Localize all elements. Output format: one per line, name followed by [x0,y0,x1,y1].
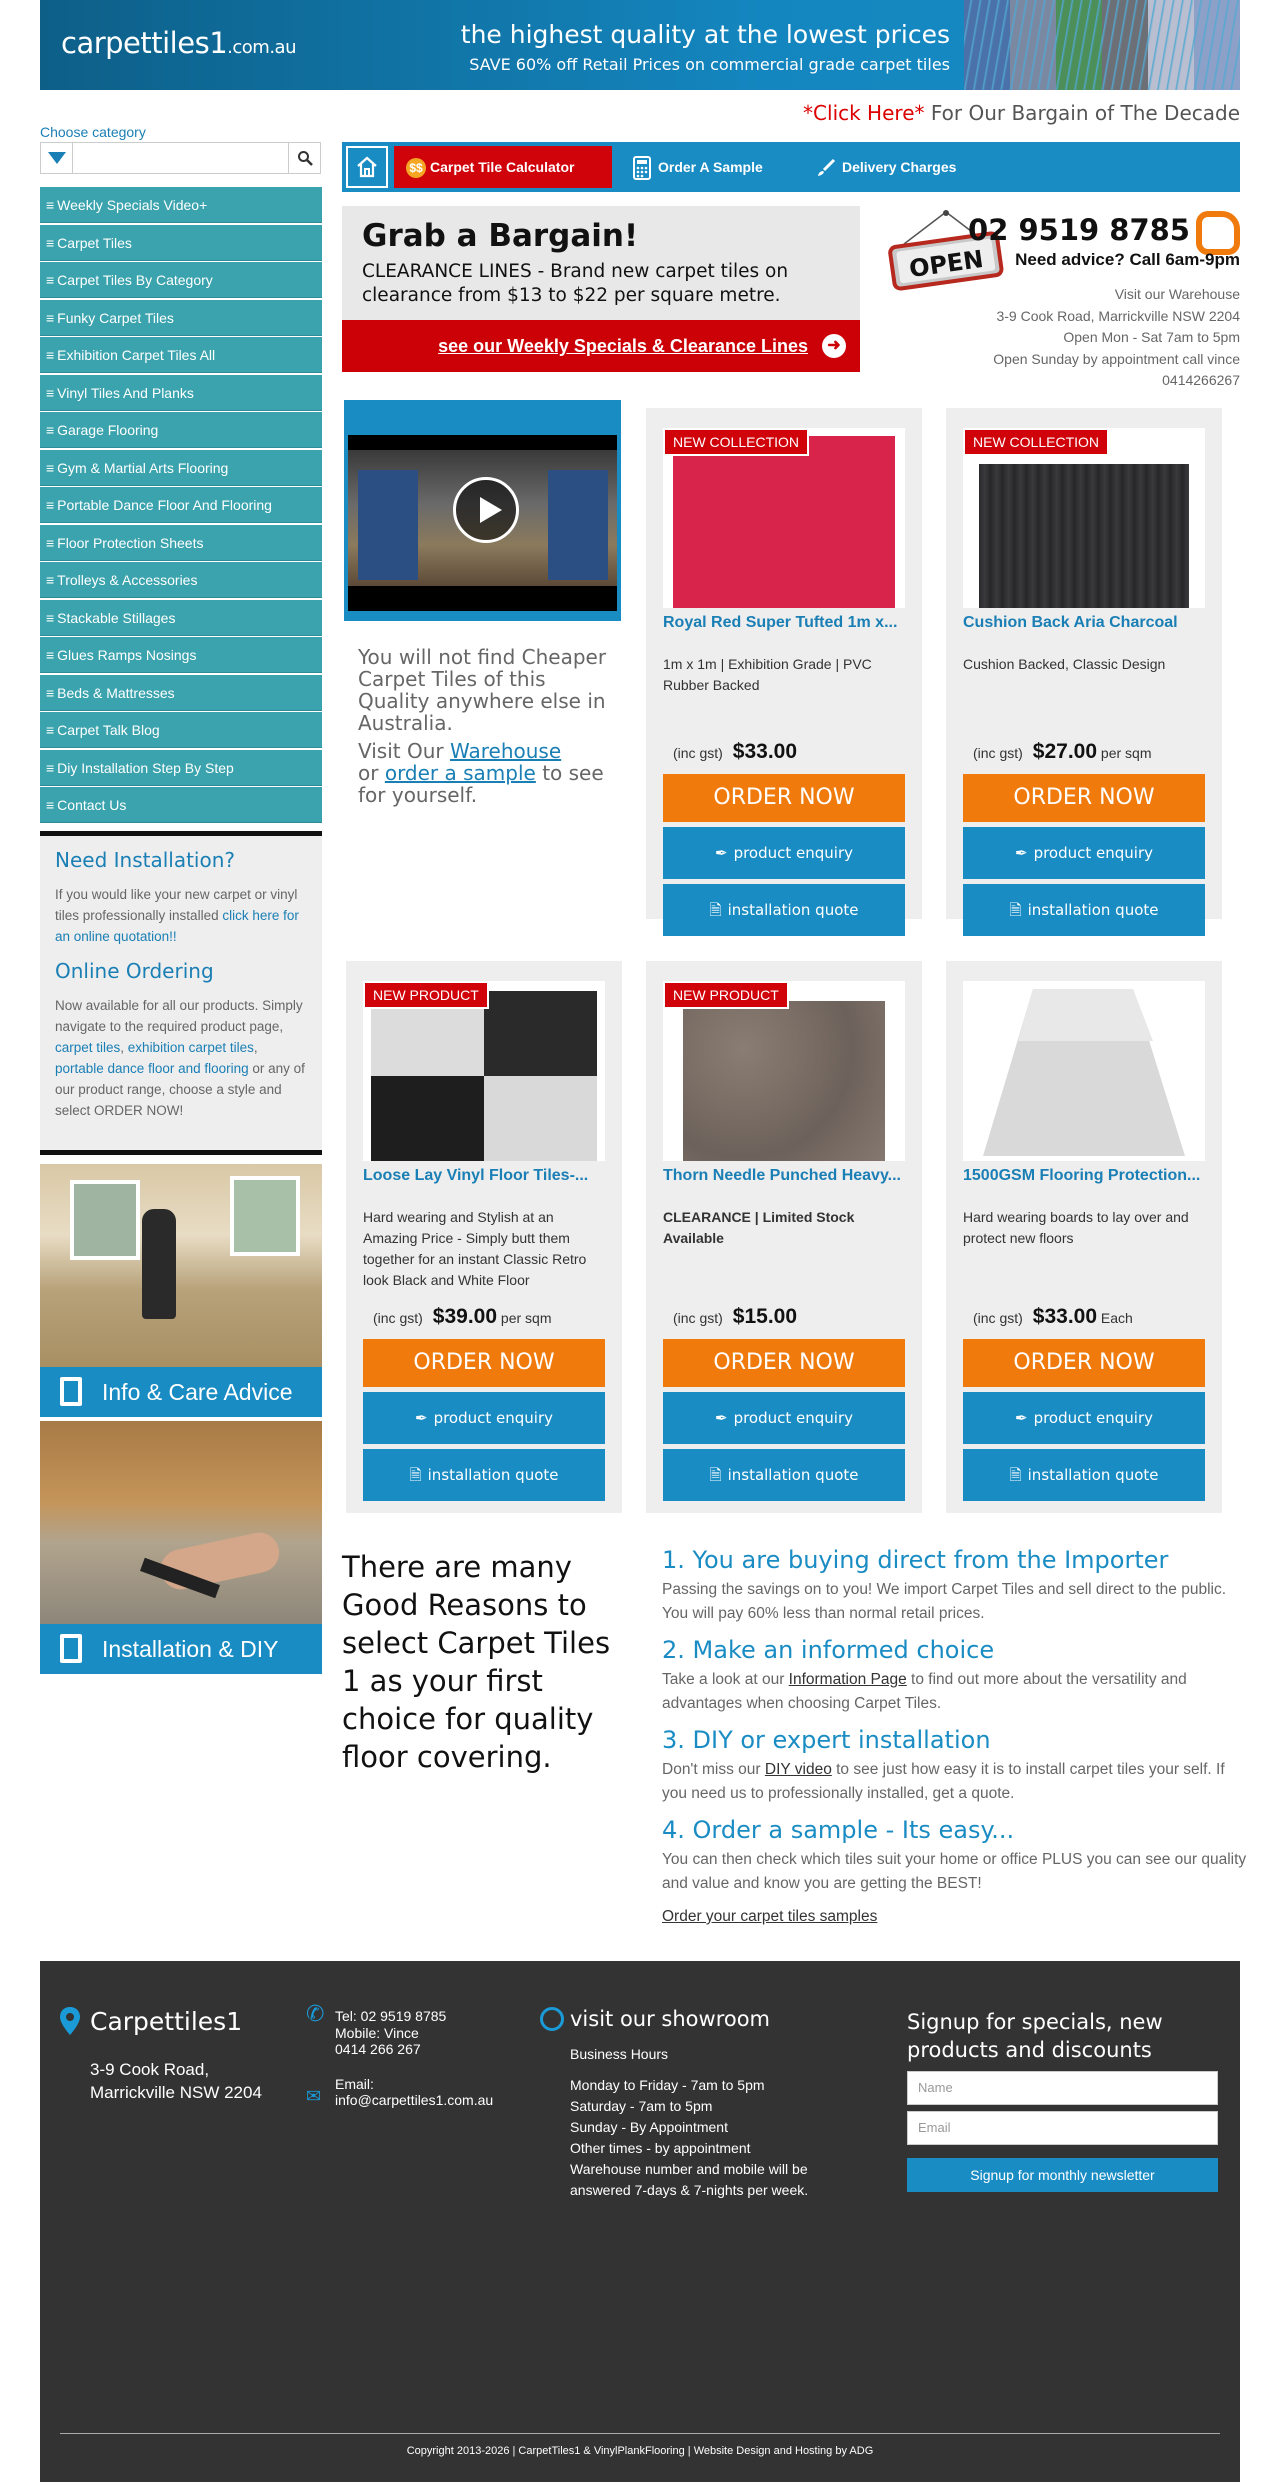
product-card [946,408,1222,919]
product-title[interactable]: Thorn Needle Punched Heavy... [663,1167,901,1184]
carpet-tiles-link[interactable]: carpet tiles [55,1040,121,1055]
product-enquiry-button[interactable]: ✒ product enquiry [663,1392,905,1444]
order-now-button[interactable]: ORDER NOW [963,1339,1205,1387]
document-icon: 🗎 [709,901,722,919]
menu-item[interactable]: ≡ Trolleys & Accessories [40,562,322,598]
installation-quote-button[interactable]: 🗎 installation quote [963,1449,1205,1501]
category-select[interactable] [40,142,321,174]
reason-title: 3. DIY or expert installation [662,1726,991,1754]
menu-item[interactable]: ≡ Carpet Tiles By Category [40,262,322,298]
choose-category-label: Choose category [40,124,146,140]
reasons-list [662,1546,1247,1926]
new-product-badge: NEW PRODUCT [663,981,789,1009]
phone-number[interactable]: 02 9519 8785 [968,213,1240,247]
dance-floor-link[interactable]: portable dance floor and flooring [55,1061,249,1076]
information-page-link[interactable]: Information Page [788,1671,907,1688]
brush-icon: ✒ [714,844,728,862]
play-icon[interactable] [453,477,519,543]
product-image[interactable] [363,981,605,1161]
menu-item[interactable]: ≡ Carpet Tiles [40,225,322,261]
menu-item[interactable]: ≡ Vinyl Tiles And Planks [40,375,322,411]
reason-title: 4. Order a sample - Its easy... [662,1816,1015,1844]
menu-item[interactable]: ≡ Funky Carpet Tiles [40,300,322,336]
subtagline: SAVE 60% off Retail Prices on commercial grade carpet tiles [469,55,950,74]
installation-heading: Need Installation? [55,848,236,872]
footer-tel[interactable]: Tel: 02 9519 8785 [335,2008,447,2024]
product-title[interactable]: Royal Red Super Tufted 1m x... [663,614,898,631]
menu-item[interactable]: ≡ Glues Ramps Nosings [40,637,322,673]
product-price: (inc gst) $27.00 per sqm [973,740,1152,763]
delivery-charges-button[interactable]: Delivery Charges [804,146,956,188]
document-icon: 🗎 [1009,901,1022,919]
vacuum-photo [40,1164,322,1367]
showroom-heading: visit our showroom [570,2007,771,2031]
coin-icon: $$ [406,158,426,178]
product-title[interactable]: 1500GSM Flooring Protection... [963,1167,1201,1184]
chevron-down-icon[interactable] [41,143,73,173]
weekly-specials-video[interactable] [344,400,621,621]
order-samples-link[interactable]: Order your carpet tiles samples [662,1908,878,1925]
installation-quote-link[interactable]: click here for an online quotation!! [55,908,299,944]
document-icon [60,1634,82,1663]
footer-address: 3-9 Cook Road, Marrickville NSW 2204 [90,2060,262,2102]
phone-icon [1196,211,1240,255]
installation-info-box [40,831,322,1155]
carpet-swatches-image [964,0,1240,90]
footer [40,1961,1240,2482]
product-card [646,408,922,919]
installation-quote-button[interactable]: 🗎 installation quote [663,884,905,936]
warehouse-link[interactable]: Warehouse [449,739,562,763]
product-title[interactable]: Cushion Back Aria Charcoal [963,614,1178,631]
online-ordering-text: Now available for all our products. Simply navigate to the required product page, carpet tiles, exhibition carpet tiles, portable dance floor and flooring or any of our product range, choose a style and select ORDER NOW! [55,998,305,1118]
weekly-specials-button[interactable]: see our Weekly Specials & Clearance Lines ➜ [342,320,860,372]
calculator-icon [632,156,652,180]
menu-item[interactable]: ≡ Contact Us [40,787,322,823]
top-navigation [342,142,1240,192]
category-menu [40,187,322,825]
product-enquiry-button[interactable]: ✒ product enquiry [663,827,905,879]
location-pin-icon [60,2007,80,2035]
product-description: 1m x 1m | Exhibition Grade | PVC Rubber Backed [663,656,872,693]
installation-quote-button[interactable]: 🗎 installation quote [363,1449,605,1501]
footer-divider [60,2433,1220,2434]
header-banner [40,0,1240,90]
product-title[interactable]: Loose Lay Vinyl Floor Tiles-... [363,1167,589,1184]
signup-button[interactable]: Signup for monthly newsletter [907,2158,1218,2192]
product-card [646,961,922,1513]
brush-icon: ✒ [714,1409,728,1427]
product-enquiry-button[interactable]: ✒ product enquiry [963,827,1205,879]
product-description: Cushion Backed, Classic Design [963,656,1166,672]
exhibition-tiles-link[interactable]: exhibition carpet tiles [127,1040,254,1055]
menu-item[interactable]: ≡ Garage Flooring [40,412,322,448]
reasons-lead: There are many Good Reasons to select Carpet Tiles 1 as your first choice for quality floor covering. [342,1550,611,1774]
search-icon[interactable] [288,143,320,173]
brush-icon [816,158,836,178]
intro-text: You will not find Cheaper Carpet Tiles of this Quality anywhere else in Australia. Visit Our Warehouse or order a sample to see for yourself. [358,645,607,807]
reason-text: Take a look at our Information Page to find out more about the versatility and advantages when choosing Carpet Tiles. [662,1671,1187,1712]
warehouse-details: Visit our Warehouse 3-9 Cook Road, Marrickville NSW 2204 Open Mon - Sat 7am to 5pm Open Sunday by appointment call vince 0414266267 [993,286,1240,388]
new-product-badge: NEW PRODUCT [363,981,489,1009]
home-icon[interactable] [346,146,388,188]
info-care-button[interactable]: Info & Care Advice [40,1367,322,1417]
installation-photo [40,1421,322,1624]
online-ordering-heading: Online Ordering [55,959,214,983]
menu-item[interactable]: ≡ Carpet Talk Blog [40,712,322,748]
order-sample-button[interactable]: Order A Sample [620,146,763,188]
footer-mobile[interactable]: 0414 266 267 [335,2041,421,2057]
reason-title: 1. You are buying direct from the Importer [662,1546,1169,1574]
reason-text: Don't miss our DIY video to see just how easy it is to install carpet tiles your self. If you need us to professionally installed, get a quote. [662,1761,1225,1802]
menu-item[interactable]: ≡ Beds & Mattresses [40,675,322,711]
order-now-button[interactable]: ORDER NOW [663,774,905,822]
product-image[interactable] [663,981,905,1161]
product-description: CLEARANCE | Limited Stock Available [663,1209,855,1246]
info-care-promo[interactable] [40,1164,322,1417]
bargain-text: CLEARANCE LINES - Brand new carpet tiles on clearance from $13 to $22 per square metre. [362,261,789,306]
bargain-title: Grab a Bargain! [362,218,639,254]
menu-item[interactable]: ≡ Exhibition Carpet Tiles All [40,337,322,373]
document-icon [60,1377,82,1406]
product-image[interactable] [663,428,905,608]
footer-contact: ✆ Tel: 02 9519 8785 Mobile: Vince 0414 266 267 ✉ Email: info@carpettiles1.com.au [306,2001,494,2108]
svg-text:OPEN: OPEN [907,244,986,284]
document-icon: 🗎 [709,1466,722,1484]
new-collection-badge: NEW COLLECTION [663,428,809,456]
footer-email[interactable]: info@carpettiles1.com.au [335,2092,494,2108]
new-collection-badge: NEW COLLECTION [963,428,1109,456]
reason-title: 2. Make an informed choice [662,1636,995,1664]
tagline: the highest quality at the lowest prices [460,20,950,49]
product-enquiry-button[interactable]: ✒ product enquiry [963,1392,1205,1444]
brush-icon: ✒ [1014,1409,1028,1427]
site-logo[interactable]: carpettiles1.com.au [61,26,296,60]
product-price: (inc gst) $39.00 per sqm [373,1305,552,1328]
mail-icon: ✉ [306,2086,322,2106]
installation-text: If you would like your new carpet or vinyl tiles professionally installed click here for an online quotation!! [55,887,299,944]
product-description: Hard wearing and Stylish at an Amazing Price - Simply butt them together for an instant Classic Retro look Black and White Floor [363,1209,587,1288]
installation-diy-button[interactable]: Installation & DIY [40,1624,322,1674]
menu-item[interactable]: ≡ Diy Installation Step By Step [40,750,322,786]
clock-icon [540,2007,564,2031]
email-field[interactable]: Email [907,2111,1218,2145]
menu-item[interactable]: ≡ Weekly Specials Video+ [40,187,322,223]
document-icon: 🗎 [409,1466,422,1484]
product-image[interactable] [963,428,1205,608]
bargain-box [342,206,860,320]
diy-video-link[interactable]: DIY video [764,1761,832,1778]
business-hours: Business Hours Monday to Friday - 7am to 5pm Saturday - 7am to 5pm Sunday - By Appointment Other times - by appointment Warehouse number and mobile will be answered 7-days & 7-nights per week. [570,2046,809,2198]
order-now-button[interactable]: ORDER NOW [663,1339,905,1387]
brush-icon: ✒ [414,1409,428,1427]
menu-item[interactable]: ≡ Gym & Martial Arts Flooring [40,450,322,486]
menu-item[interactable]: ≡ Stackable Stillages [40,600,322,636]
reason-text: Passing the savings on to you! We import Carpet Tiles and sell direct to the public. You will pay 60% less than normal retail prices. [662,1581,1227,1622]
product-enquiry-button[interactable]: ✒ product enquiry [363,1392,605,1444]
product-price: (inc gst) $33.00 [673,740,798,763]
copyright: Copyright 2013-2026 | CarpetTiles1 & VinylPlankFlooring | Website Design and Hosting by ADG [406,2445,874,2457]
menu-item[interactable]: ≡ Floor Protection Sheets [40,525,322,561]
product-price: (inc gst) $33.00 Each [973,1305,1133,1328]
product-description: Hard wearing boards to lay over and protect new floors [963,1209,1189,1246]
footer-company-name: Carpettiles1 [90,2007,243,2036]
arrow-right-icon: ➜ [822,334,846,358]
document-icon: 🗎 [1009,1466,1022,1484]
carpet-tile-calculator-button[interactable]: $$ Carpet Tile Calculator [394,146,612,188]
order-sample-link[interactable]: order a sample [384,761,536,785]
order-now-button[interactable]: ORDER NOW [963,774,1205,822]
advice-text: Need advice? Call 6am-9pm [1015,250,1240,269]
phone-icon: ✆ [306,2001,325,2026]
order-now-button[interactable]: ORDER NOW [363,1339,605,1387]
product-image[interactable] [963,981,1205,1161]
brush-icon: ✒ [1014,844,1028,862]
installation-diy-promo[interactable] [40,1421,322,1674]
installation-quote-button[interactable]: 🗎 installation quote [663,1449,905,1501]
menu-item[interactable]: ≡ Portable Dance Floor And Flooring [40,487,322,523]
product-price: (inc gst) $15.00 [673,1305,798,1328]
signup-heading: Signup for specials, new products and discounts [907,2010,1163,2062]
reason-text: You can then check which tiles suit your home or office PLUS you can see our quality and value and know you are getting the BEST! [662,1851,1247,1892]
product-card [946,961,1222,1513]
product-card [346,961,622,1513]
bargain-link[interactable]: *Click Here* For Our Bargain of The Decade [803,101,1240,125]
name-field[interactable]: Name [907,2071,1218,2105]
installation-quote-button[interactable]: 🗎 installation quote [963,884,1205,936]
